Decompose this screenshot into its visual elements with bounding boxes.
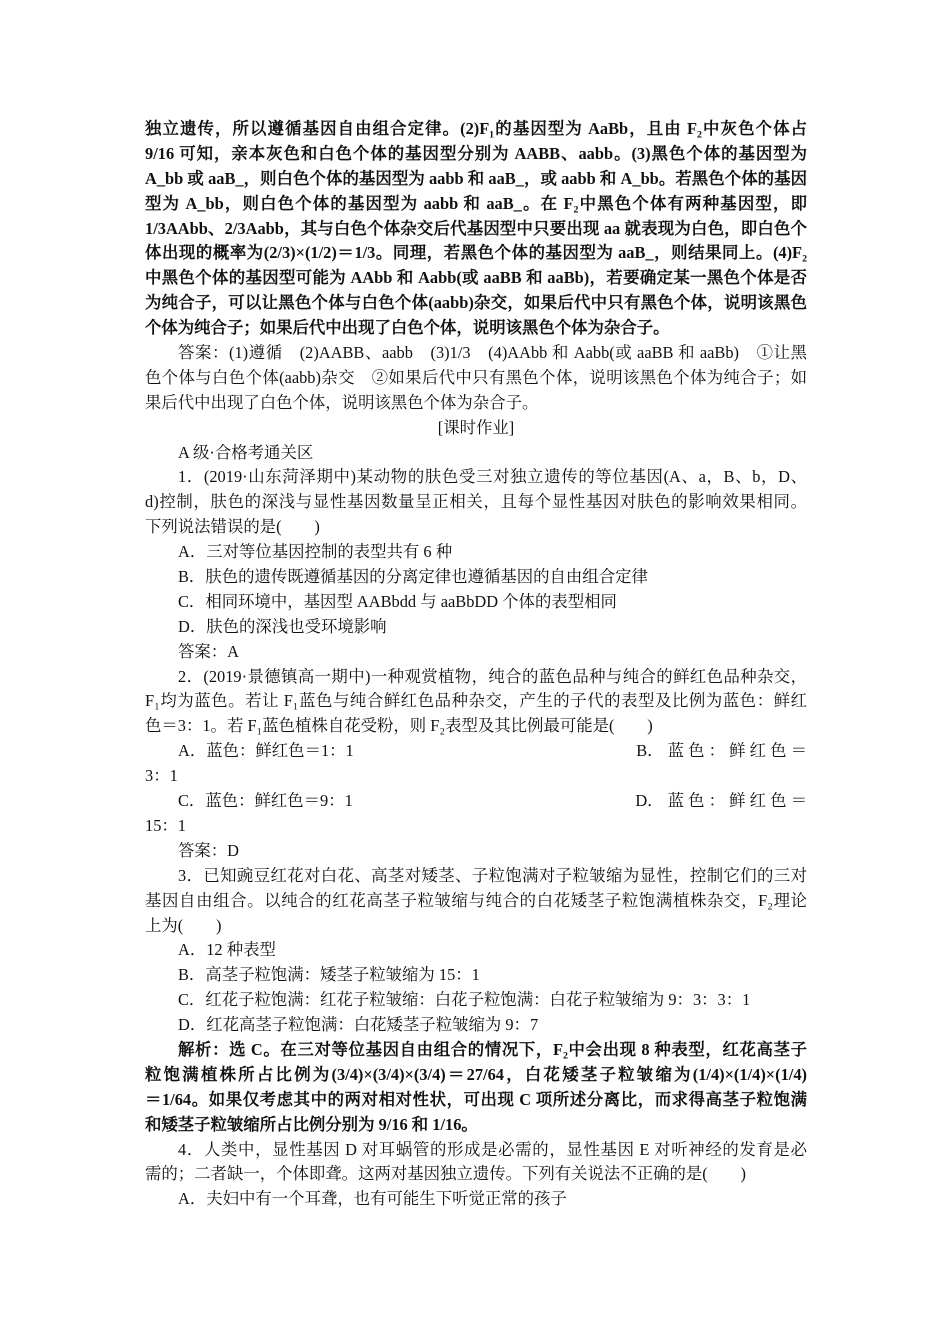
line-text: 15：1 [145,815,186,835]
text-line [145,441,807,466]
line-text: A 级·合格考通关区 [178,442,314,462]
line-text: ＝1/64。如果仅考虑其中的两对相对性状，可出现 C 项所述分离比，而求得高茎子粒饱满 [145,1089,807,1109]
text-line [145,1187,807,1212]
text-line [145,615,807,640]
section-heading [145,416,807,441]
text-line [145,889,807,914]
text-line [145,764,807,789]
text-line [145,665,807,690]
line-text: 独立遗传，所以遵循基因自由组合定律。(2)F₁的基因型为 AaBb，且由 F₂中灰色个体占 [145,119,807,138]
text-line [145,864,807,889]
text-line [145,366,807,391]
line-text: 色＝3：1。若 F₁蓝色植株自花受粉，则 F₂表型及其比例最可能是( ) [145,716,653,736]
text-line [145,714,807,739]
text-line [145,540,807,565]
text-line [145,640,807,665]
document-page [145,117,807,1212]
line-text: A_bb 或 aaB_，则白色个体的基因型为 aabb 和 aaB_，或 aabb 和 A_bb。若黑色个体的基因 [145,168,807,188]
text-line [145,1063,807,1088]
line-text: B．肤色的遗传既遵循基因的分离定律也遵循基因的自由组合定律 [178,567,648,587]
line-text: 答案：A [178,641,240,661]
line-text: 1．(2019·山东菏泽期中)某动物的肤色受三对独立遗传的等位基因(A、a，B、b，D、 [178,467,807,487]
line-text: 上为( ) [145,915,222,935]
text-line [145,490,807,515]
text-line [145,914,807,939]
option-right: B． 蓝 色 ： 鲜 红 色 ＝ [636,741,807,761]
line-text: 为纯合子，可以让黑色个体与白色个体(aabb)杂交，如果后代中只有黑色个体，说明该黑色 [145,293,807,313]
text-line [145,689,807,714]
text-line [145,1138,807,1163]
text-line [145,988,807,1013]
line-text: 1/3AAbb、2/3Aabb，其与白色个体杂交后代基因型中只要出现 aa 就表现为白色，即白色个 [145,218,807,238]
text-line [145,192,807,217]
text-line [145,117,807,142]
line-text: C．蓝色：鲜红色＝9：1 [178,791,353,811]
line-text: 解析：选 C。在三对等位基因自由组合的情况下，F₂中会出现 8 种表型，红花高茎子 [178,1039,807,1059]
text-line [145,341,807,366]
line-text: 和矮茎子粒皱缩所占比例分别为 9/16 和 1/16。 [145,1114,478,1134]
line-text: A．三对等位基因控制的表型共有 6 种 [178,542,453,562]
text-line [145,167,807,192]
line-text: F₁均为蓝色。若让 F₁蓝色与纯合鲜红色品种杂交，产生的子代的表型及比例为蓝色：鲜红 [145,691,807,711]
text-line [145,391,807,416]
line-text: C．相同环境中，基因型 AABbdd 与 aaBbDD 个体的表型相同 [178,591,617,611]
option-right: D． 蓝 色 ： 鲜 红 色 ＝ [635,791,807,811]
line-text: D．肤色的深浅也受环境影响 [178,616,387,636]
line-text: D．红花高茎子粒饱满：白花矮茎子粒皱缩为 9：7 [178,1015,539,1035]
text-line [145,316,807,341]
text-line [145,465,807,490]
text-line [145,241,807,266]
text-line [145,590,807,615]
line-text: 答案：(1)遵循 (2)AABB、aabb (3)1/3 (4)AAbb 和 Aabb(或 aaBB 和 aaBb) ①让黑 [178,343,807,363]
text-line [145,739,807,764]
line-text: 色个体与白色个体(aabb)杂交 ②如果后代中只有黑色个体，说明该黑色个体为纯合子；如 [145,367,807,387]
line-text: 中黑色个体的基因型可能为 AAbb 和 Aabb(或 aaBB 和 aaBb)，若要确定某一黑色个体是否 [145,268,807,288]
text-line [145,266,807,291]
text-line [145,515,807,540]
text-line [145,1038,807,1063]
line-text: d)控制，肤色的深浅与显性基因数量呈正相关，且每个显性基因对肤色的影响效果相同。 [145,492,807,512]
text-line [145,1088,807,1113]
line-text: [课时作业] [437,417,515,437]
line-text: 型为 A_bb，则白色个体的基因型为 aabb 和 aaB_。在 F₂中黑色个体有两种基因型，即 [145,193,807,213]
line-text: 2．(2019·景德镇高一期中)一种观赏植物，纯合的蓝色品种与纯合的鲜红色品种杂交， [178,666,807,686]
text-line [145,963,807,988]
text-line [145,1013,807,1038]
line-text: 个体为纯合子；如果后代中出现了白色个体，说明该黑色个体为杂合子。 [145,318,670,338]
line-text: 需的；二者缺一，个体即聋。这两对基因独立遗传。下列有关说法不正确的是( ) [145,1164,746,1184]
line-text: 下列说法错误的是( ) [145,517,320,537]
text-line [145,839,807,864]
text-line [145,291,807,316]
line-text: 9/16 可知，亲本灰色和白色个体的基因型分别为 AABB、aabb。(3)黑色个体的基因型为 [145,143,807,163]
text-line [145,142,807,167]
line-text: B．高茎子粒饱满：矮茎子粒皱缩为 15：1 [178,965,480,985]
line-text: 答案：D [178,840,240,860]
line-text: C．红花子粒饱满：红花子粒皱缩：白花子粒饱满：白花子粒皱缩为 9：3：3：1 [178,990,751,1010]
line-text: 果后代中出现了白色个体，说明该黑色个体为杂合子。 [145,392,539,412]
text-line [145,938,807,963]
line-text: 3．已知豌豆红花对白花、高茎对矮茎、子粒饱满对子粒皱缩为显性，控制它们的三对 [178,865,807,885]
text-line [145,1162,807,1187]
text-line [145,565,807,590]
text-line [145,1113,807,1138]
line-text: 体出现的概率为(2/3)×(1/2)＝1/3。同理，若黑色个体的基因型为 aaB_，则结果同上。(4)F₂ [145,243,807,263]
line-text: A．夫妇中有一个耳聋，也有可能生下听觉正常的孩子 [178,1189,567,1209]
line-text: 4．人类中，显性基因 D 对耳蜗管的形成是必需的，显性基因 E 对听神经的发育是必 [178,1139,807,1159]
text-line [145,814,807,839]
line-text: A．12 种表型 [178,940,276,960]
line-text: 3：1 [145,766,178,786]
text-line [145,789,807,814]
line-text: 粒饱满植株所占比例为(3/4)×(3/4)×(3/4)＝27/64，白花矮茎子粒皱缩为(1/4)×(1/4)×(1/4) [145,1064,807,1084]
line-text: A．蓝色：鲜红色＝1：1 [178,741,354,761]
line-text: 基因自由组合。以纯合的红花高茎子粒皱缩与纯合的白花矮茎子粒饱满植株杂交，F₂理论 [145,890,807,910]
text-line [145,217,807,242]
